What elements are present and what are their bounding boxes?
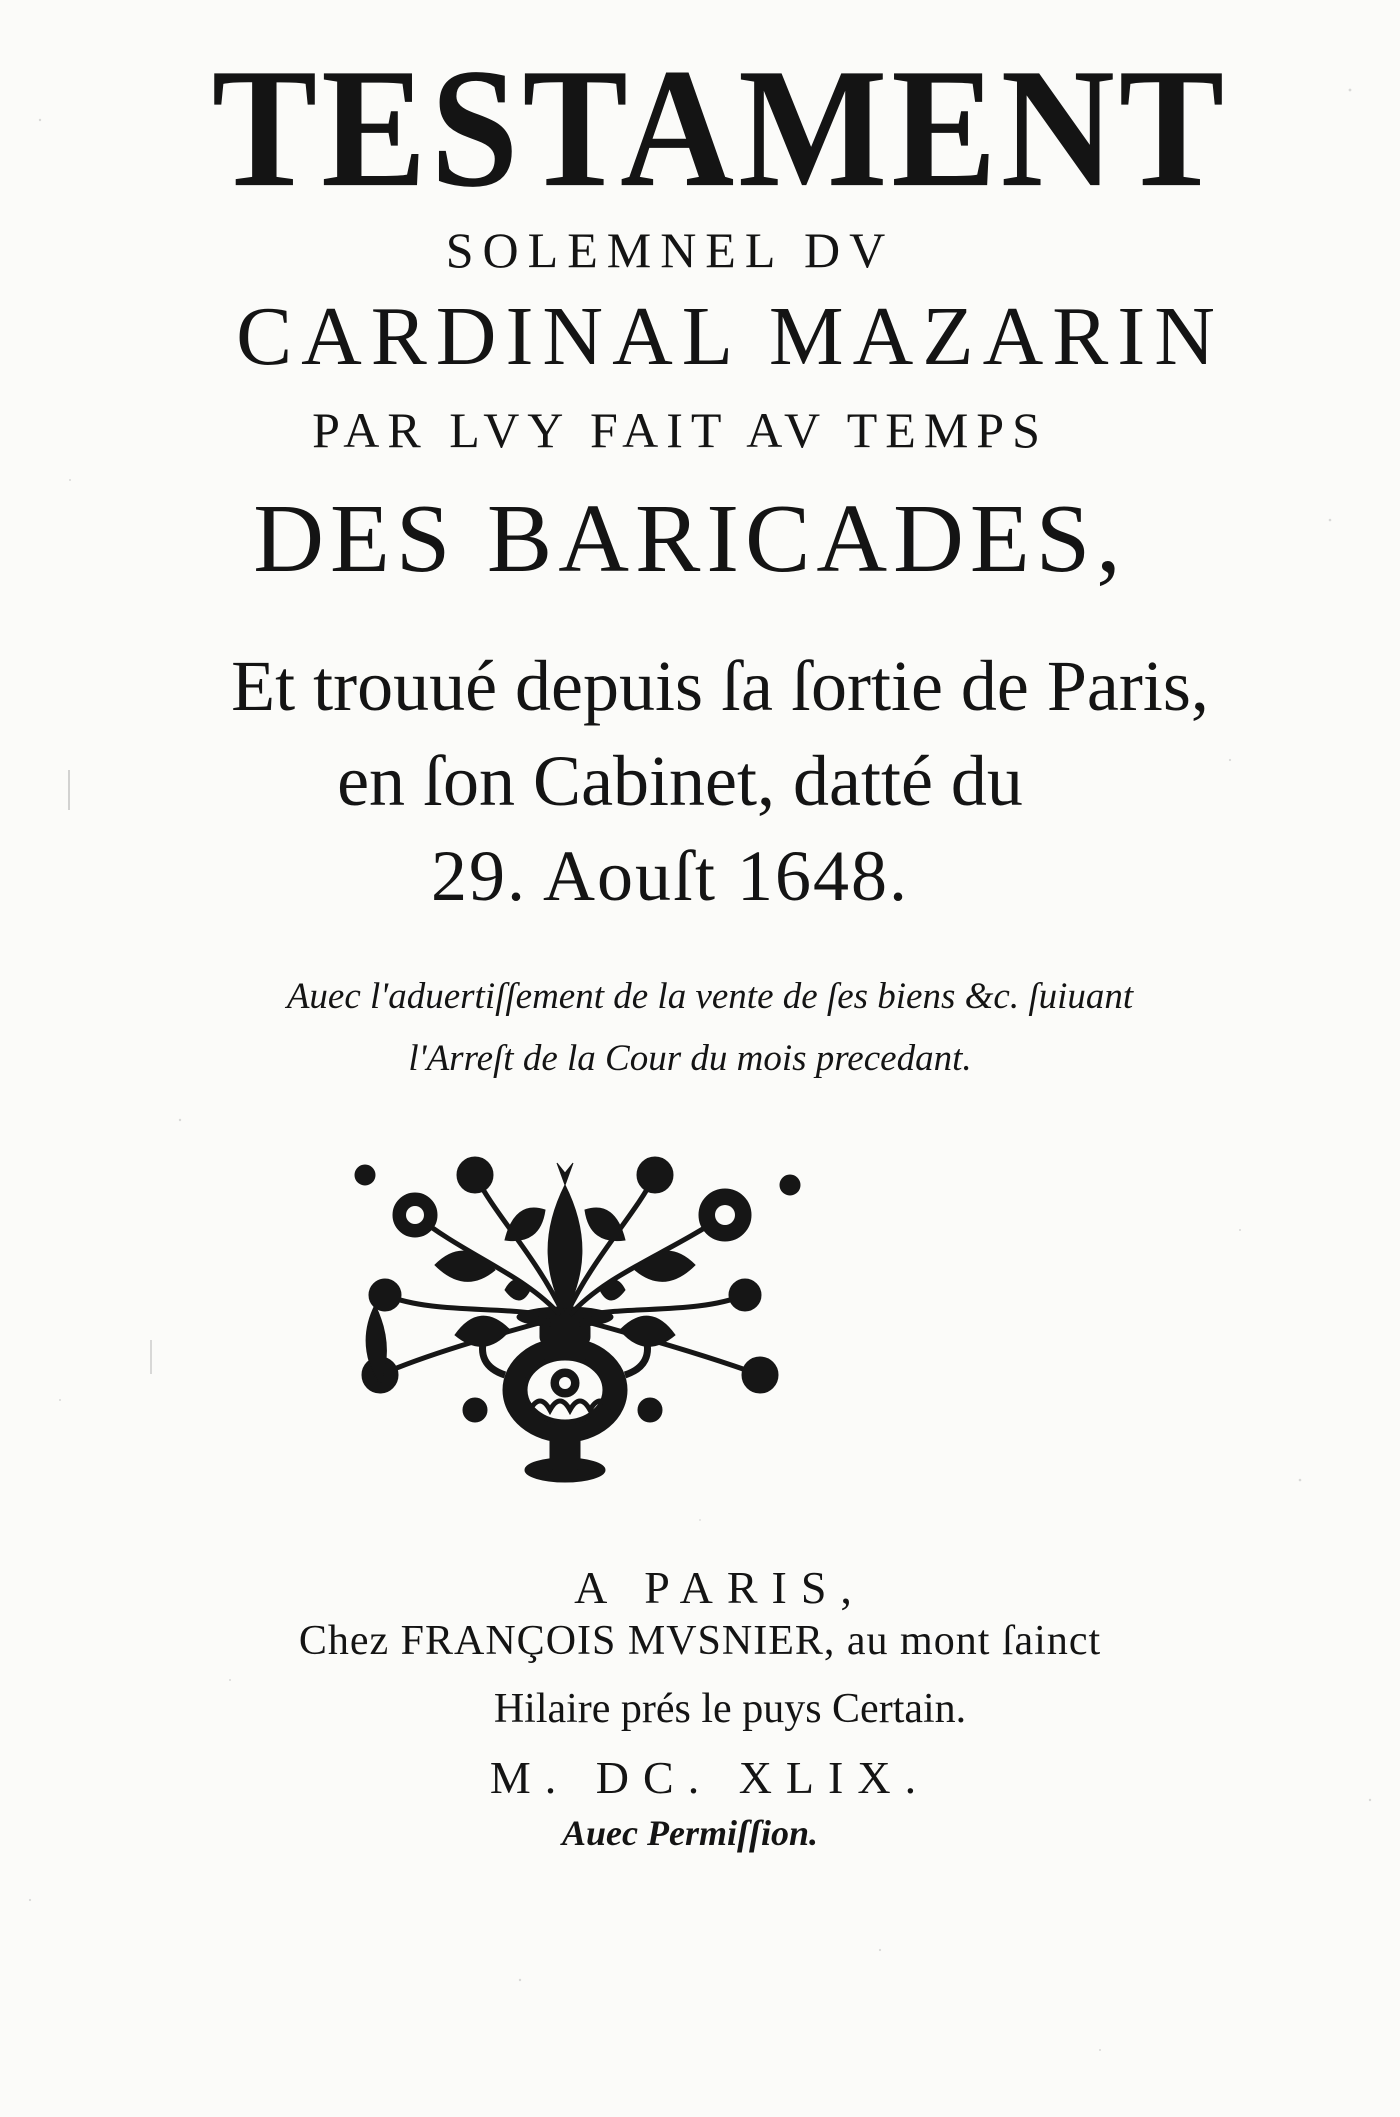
imprint-address: Hilaire prés le puys Certain. <box>493 1686 967 1732</box>
imprint-year: M. DC. XLIX. <box>489 1752 931 1803</box>
subtitle-line-2: CARDINAL MAZARIN <box>236 290 1224 383</box>
subtitle-line-3: PAR LVY FAIT AV TEMPS <box>312 402 1048 458</box>
note-line-1: Auec l'aduertiſſement de la vente de ſes biens &c. ſuiuant <box>286 976 1134 1017</box>
book-title: TESTAMENT <box>211 33 1229 223</box>
imprint-city: A PARIS, <box>574 1562 866 1613</box>
body-line-1: Et trouué depuis ſa ſortie de Paris, <box>231 646 1209 726</box>
note-line-2: l'Arreſt de la Cour du mois precedant. <box>408 1038 972 1079</box>
subtitle-line-1: SOLEMNEL DV <box>445 222 895 278</box>
subtitle-line-4: DES BARICADES, <box>253 485 1127 593</box>
body-line-3: 29. Aouſt 1648. <box>430 836 910 916</box>
imprint-permission: Auec Permiſſion. <box>562 1813 818 1853</box>
imprint-printer: Chez FRANÇOIS MVSNIER, au mont ſainct <box>298 1618 1102 1664</box>
body-line-2: en ſon Cabinet, datté du <box>337 741 1023 821</box>
flower-vase-ornament-icon <box>345 1145 815 1495</box>
